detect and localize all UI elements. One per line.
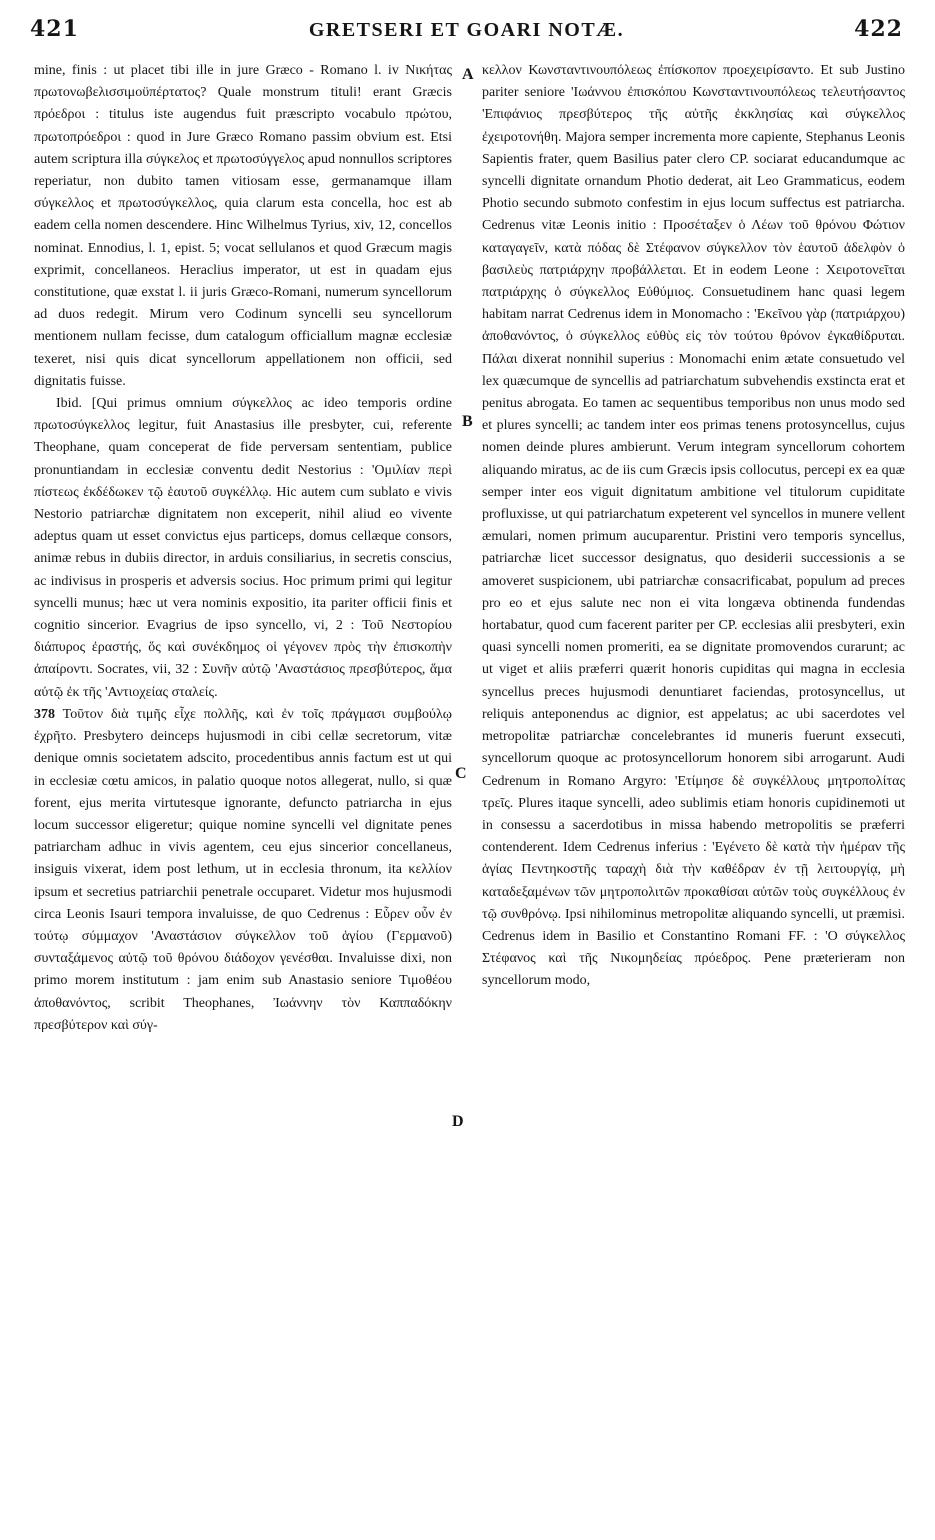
left-paragraph-3-text: Τοῦτον διὰ τιμῆς εἶχε πολλῆς, καὶ ἐν τοῖς πράγμασι συμβούλῳ ἐχρῆτο. Presbytero deinceps hujusmodi in cibi cellæ secretorum, vitæ denique omnis societatem adscito, procedentibus annis factum est ut qui in ecclesiæ cœtu amicos, in palatio quoque notos allegerat, nullo, si quæ forent, ejus merita virtutesque ignorante, defuncto patriarcha in ejus locum successor eligeretur; quique nomine syncelli vel dignitate penes patriarcham adhuc in vivis agentem, ceu ejus sincerior concellaneus, insiguis vixerat, idem post lethum, ut in ecclesia thronum, ita κελλίον ipsum et secretius patriarchii penetrale occuparet. Videtur mos hujusmodi circa Leonis Isauri tempora invaluisse, de quo Cedrenus : Εὗρεν οὖν ἐν τούτῳ σύμμαχον 'Αναστάσιον σύγκελλον τοῦ ἁγίου (Γερμανοῦ) συνταξάμενος αὐτῷ τοῦ θρόνου διάδοχον γενέσθαι. Invaluisse dixi, non primo morem institutum : jam enim sub Anastasio seniore Τιμοθέου ἀποθανόντος, scribit Theophanes, Ἰωάννην τὸν Καππαδόκην πρεσβύτερον καὶ σύγ- [34, 706, 452, 1033]
section-marker-a: A [462, 66, 474, 83]
left-paragraph-2: Ibid. [Qui primus omnium σύγκελλος ac ideo temporis ordine πρωτοσύγκελλος legitur, fuit Anastasius ille presbyter, cui, referente Theophane, quam conceperat de fide perversam sententiam, publice pronuntiandam in ecclesiæ conventu dedit Nestorius : 'Ομιλίαν περὶ πίστεως ἐκδέδωκεν τῷ ἑαυτοῦ συγκέλλῳ. Hic autem cum sublato e vivis Nestorio patriarchæ dignitatem non exceperit, nihil aliud eo vivente adeptus quam ut esset convictus ejus particeps, domus cellæque consors, animæ rebus in dubiis director, in arduis consiliarius, in secretis conscius, ac indivisus in prosperis et adversis socius. Hoc primum primi qui legitur syncelli munus; hæc ut vera nominis expositio, ita pariter officii finis et cognitio sincerior. Evagrius de ipso syncello, vi, 2 : Τοῦ Νεστορίου διάπυρος ἐραστής, ὅς καὶ συνέκδημος οἱ γέγονεν πρὸς τὴν ἐπισκοπὴν ἀπαίροντι. Socrates, vii, 32 : Συνῆν αὐτῷ 'Αναστάσιος πρεσβύτερος, ἅμα αὐτῷ ἐκ τῆς 'Αντιοχείας σταλείς. [34, 396, 452, 700]
page-number-left: 421 [30, 16, 79, 42]
running-title: GRETSERI ET GOARI NOTÆ. [308, 19, 625, 41]
section-marker-c: C [455, 765, 467, 782]
right-column [482, 60, 905, 1530]
page-number-right: 422 [854, 16, 903, 42]
left-paragraph-3 [34, 704, 452, 1037]
section-marker-b: B [462, 413, 473, 430]
left-column [34, 60, 452, 1530]
right-paragraph-1: κελλον Κωνσταντινουπόλεως ἐπίσκοπον προεχειρίσαντο. Et sub Justino pariter seniore 'Ιωάννου ἐπισκόπου Κωνσταντινουπόλεως τελευτήσαντος 'Επιφάνιος πρεσβύτερος τῆς αὐτῆς ἐκκλησίας καὶ σύγκελλος ἐχειροτονήθη. Majora semper incrementa more capiente, Stephanus Leonis Sapientis frater, quem Basilius pater clero CP. sociarat educandumque ac syncelli dignitate ornandum Photio dederat, ait Leo Grammaticus, eodem Photio secundo submoto confestim in ejus locum suffectus est patriarcha. Cedrenus vitæ Leonis initio : Προσέταξεν ὁ Λέων τοῦ θρόνου Φώτιον καταγαγεῖν, κατὰ πόδας δὲ Στέφανον σύγκελλον τὸν ἑαυτοῦ ἀδελφὸν ὁ βασιλεὺς πατριάρχην προβάλλεται. Et in eodem Leone : Χειροτονεῖται πατριάρχης ὁ σύγκελλος Εὐθύμιος. Consuetudinem hanc quasi legem habitam narrat Cedrenus idem in Monomacho : 'Εκεῖνου γὰρ (πατριάρχου) ἀποθανόντος, ὁ σύγκελλος εὐθὺς εἰς τὸν τούτου θρόνον ἐγκαθίδρυται. Πάλαι dixerat nonnihil superius : Monomachi enim ætate consuetudo vel lex quæcumque de syncellis ad patriarchatum subvehendis exstincta erat et penitus abrogata. Eo tamen ac sequentibus temporibus non unus modo sed et plures syncelli; ac tandem inter eos primas tenens protosyncellus, cujus nomen deinde plures ambierunt. Verum integram syncellorum cohortem aliquando miratus, ac de iis cum Græcis ipsis collocutus, percepi ex ea quæ semper inter eos viguit dignitatum ambitione vel titulorum cupiditate profluxisse, ut qui patriarchatum expeterent vel syncellos in munere vellent æmulari, nomen primum aucuparentur. Pristini vero temporis syncellus, patriarchæ licet successor designatus, quo desiderii successionis a se amoveret suspicionem, ubi patriarchæ consacrificabat, populum ad preces pro eo et ejus salute nec non ei vita longæva obtinenda fundendas hortabatur, quod cum facerent pariter per CP. ecclesias alii presbyteri, exin quasi syncelli nomen promeriti, ea se dignitate promovendos curarunt; ac ut viget et aliis præferri quærit honoris cupiditas qui magna in ecclesia syncellus preces hujusmodi denuntiaret faciendas, protosyncellus, ut reliquis anteponendus ac dignior, est appelatus; ac ubi sacerdotes vel metropolitæ patriarchæ concelebrantes id muneris fuerunt exsecuti, syncellorum quoque ac protosyncellorum honorem sibi arrogarunt. Audi Cedrenum in Romano Argyro: 'Ετίμησε δὲ συγκέλλους μητροπολίτας τρεῖς. Plures itaque syncelli, adeo sublimis etiam honoris cupidinemoti ut in consessu a sacerdotibus in missa habendo metropolitis se præferri contenderent. Idem Cedrenus inferius : 'Εγένετο δὲ κατὰ τὴν ἡμέραν τῆς ἁγίας Πεντηκοστῆς ταραχὴ διὰ τὴν καθέδραν ἐν τῇ λειτουργίᾳ, μὴ καταδεξαμένων τῶν μητροπολιτῶν προκαθίσαι αὐτῶν τοὺς συγκέλλους ἐν τῷ συνθρόνῳ. Ipsi nihilominus metropolitæ aliquando syncelli, ut præmisi. Cedrenus idem in Basilio et Constantino Romani FF. : 'Ο σύγκελλος Στέφανος καὶ τῆς Νικομηδείας πρόεδρος. Pene præterieram non syncellorum modo, [482, 63, 905, 989]
running-header [30, 16, 903, 44]
left-paragraph-1: mine, finis : ut placet tibi ille in jure Græco - Romano l. iv Νικήτας πρωτονωβελισσιμοϋπέρτατος? Quale monstrum tituli! erant Græcis πρόεδροι : titulus iste augendus fuit præscripto vocabulo πρώτου, πρωτοπρόεδροι : quod in Jure Græco Romano passim obvium est. Etsi autem scriptura illa σύγκελος et πρωτοσύγγελος apud nonnullos scriptores reperiatur, non dubito tamen vitiosam esse, germanamque illam σύγκελλος et πρωτοσύγκελλος, quia clarum esta concella, hoc est ab eadem cella nomen descendere. Hinc Wilhelmus Tyrius, xiv, 12, concellos nominat. Ennodius, l. 1, epist. 5; vocat sellulanos et quod Græcum magis exprimit, concellaneos. Heraclius imperator, ut est in quadam ejus constitutione, quæ exstat l. ii juris Græco-Romani, numerum syncellorum ad duos redegit. Mirum vero Codinum syncelli seu syncellorum mentionem nullam fecisse, dum catalogum officiallum magnæ ecclesiæ texeret, nisi quis dicat syncellorum appellationem non officii, sed dignitatis fuisse. [34, 63, 452, 389]
margin-page-number: 378 [34, 706, 55, 722]
section-marker-d: D [452, 1113, 464, 1130]
